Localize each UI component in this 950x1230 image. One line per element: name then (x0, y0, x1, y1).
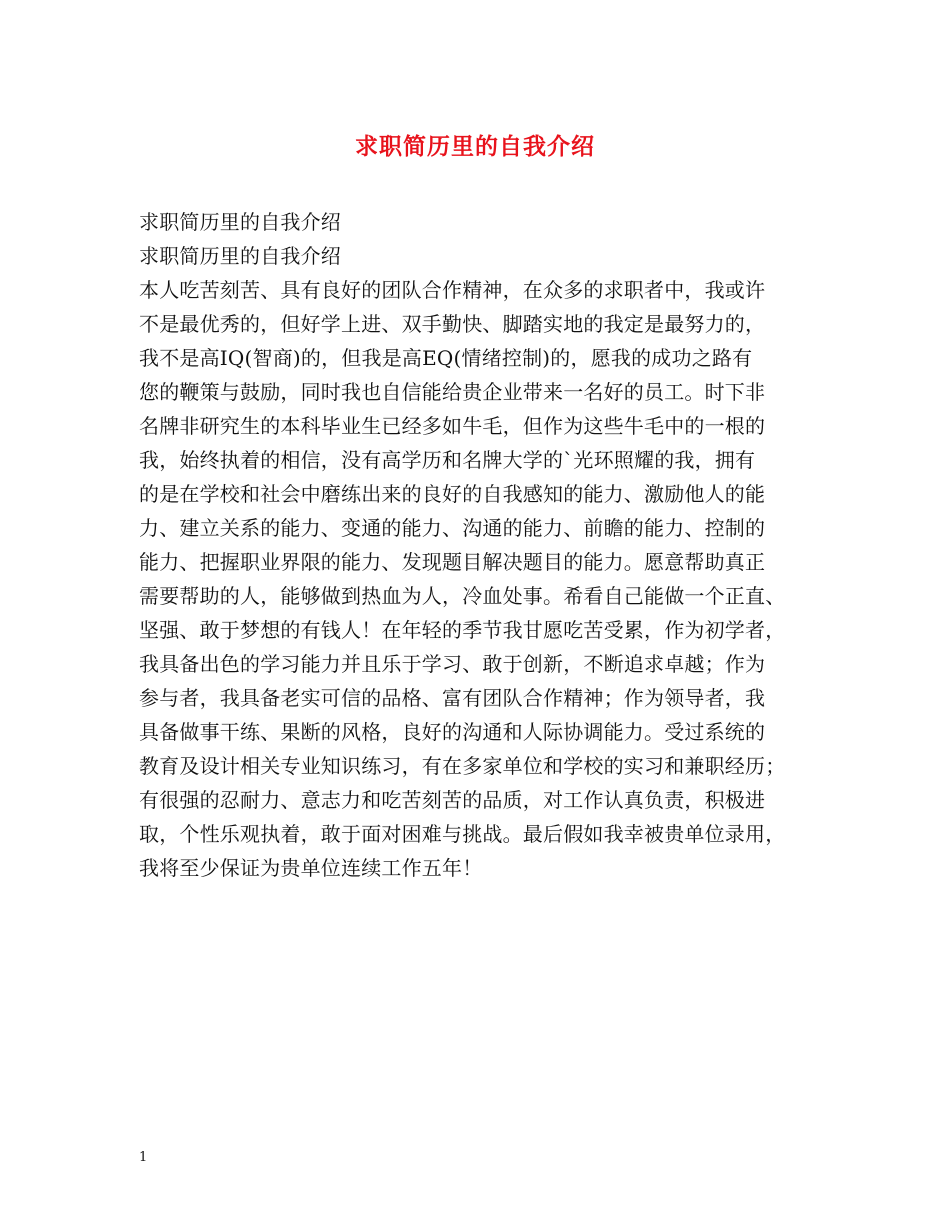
body-line: 不是最优秀的，但好学上进、双手勤快、脚踏实地的我定是最努力的， (139, 312, 766, 336)
body-line: 教育及设计相关专业知识练习，有在多家单位和学校的实习和兼职经历； (139, 754, 786, 778)
document-body (139, 205, 819, 885)
body-line: 有很强的忍耐力、意志力和吃苦刻苦的品质，对工作认真负责，积极进 (139, 788, 766, 812)
body-line: 参与者，我具备老实可信的品格、富有团队合作精神；作为领导者，我 (139, 686, 766, 710)
body-line: 我具备出色的学习能力并且乐于学习、敢于创新，不断追求卓越；作为 (139, 652, 766, 676)
body-line: 名牌非研究生的本科毕业生已经多如牛毛，但作为这些牛毛中的一根的 (139, 414, 766, 438)
body-line: 我，始终执着的相信，没有高学历和名牌大学的`光环照耀的我，拥有 (139, 448, 756, 472)
body-line: 本人吃苦刻苦、具有良好的团队合作精神，在众多的求职者中，我或许 (139, 278, 766, 302)
body-line: 坚强、敢于梦想的有钱人！在年轻的季节我甘愿吃苦受累，作为初学者， (139, 618, 786, 642)
document-title: 求职简历里的自我介绍 (355, 133, 595, 160)
body-line: 的是在学校和社会中磨练出来的良好的自我感知的能力、激励他人的能 (139, 482, 766, 506)
body-line: 求职简历里的自我介绍 (139, 210, 341, 234)
body-line: 您的鞭策与鼓励，同时我也自信能给贵企业带来一名好的员工。时下非 (139, 380, 766, 404)
body-line: 力、建立关系的能力、变通的能力、沟通的能力、前瞻的能力、控制的 (139, 516, 766, 540)
body-line: 求职简历里的自我介绍 (139, 244, 341, 268)
body-line: 取，个性乐观执着，敢于面对困难与挑战。最后假如我幸被贵单位录用， (139, 822, 786, 846)
body-line: 具备做事干练、果断的风格，良好的沟通和人际协调能力。受过系统的 (139, 720, 766, 744)
body-line: 能力、把握职业界限的能力、发现题目解决题目的能力。愿意帮助真正 (139, 550, 766, 574)
body-line: 需要帮助的人，能够做到热血为人，冷血处事。希看自己能做一个正直、 (139, 584, 786, 608)
body-line: 我将至少保证为贵单位连续工作五年！ (139, 856, 483, 880)
body-line: 我不是高IQ(智商)的，但我是高EQ(情绪控制)的，愿我的成功之路有 (139, 346, 753, 370)
page-number: 1 (139, 1150, 148, 1165)
